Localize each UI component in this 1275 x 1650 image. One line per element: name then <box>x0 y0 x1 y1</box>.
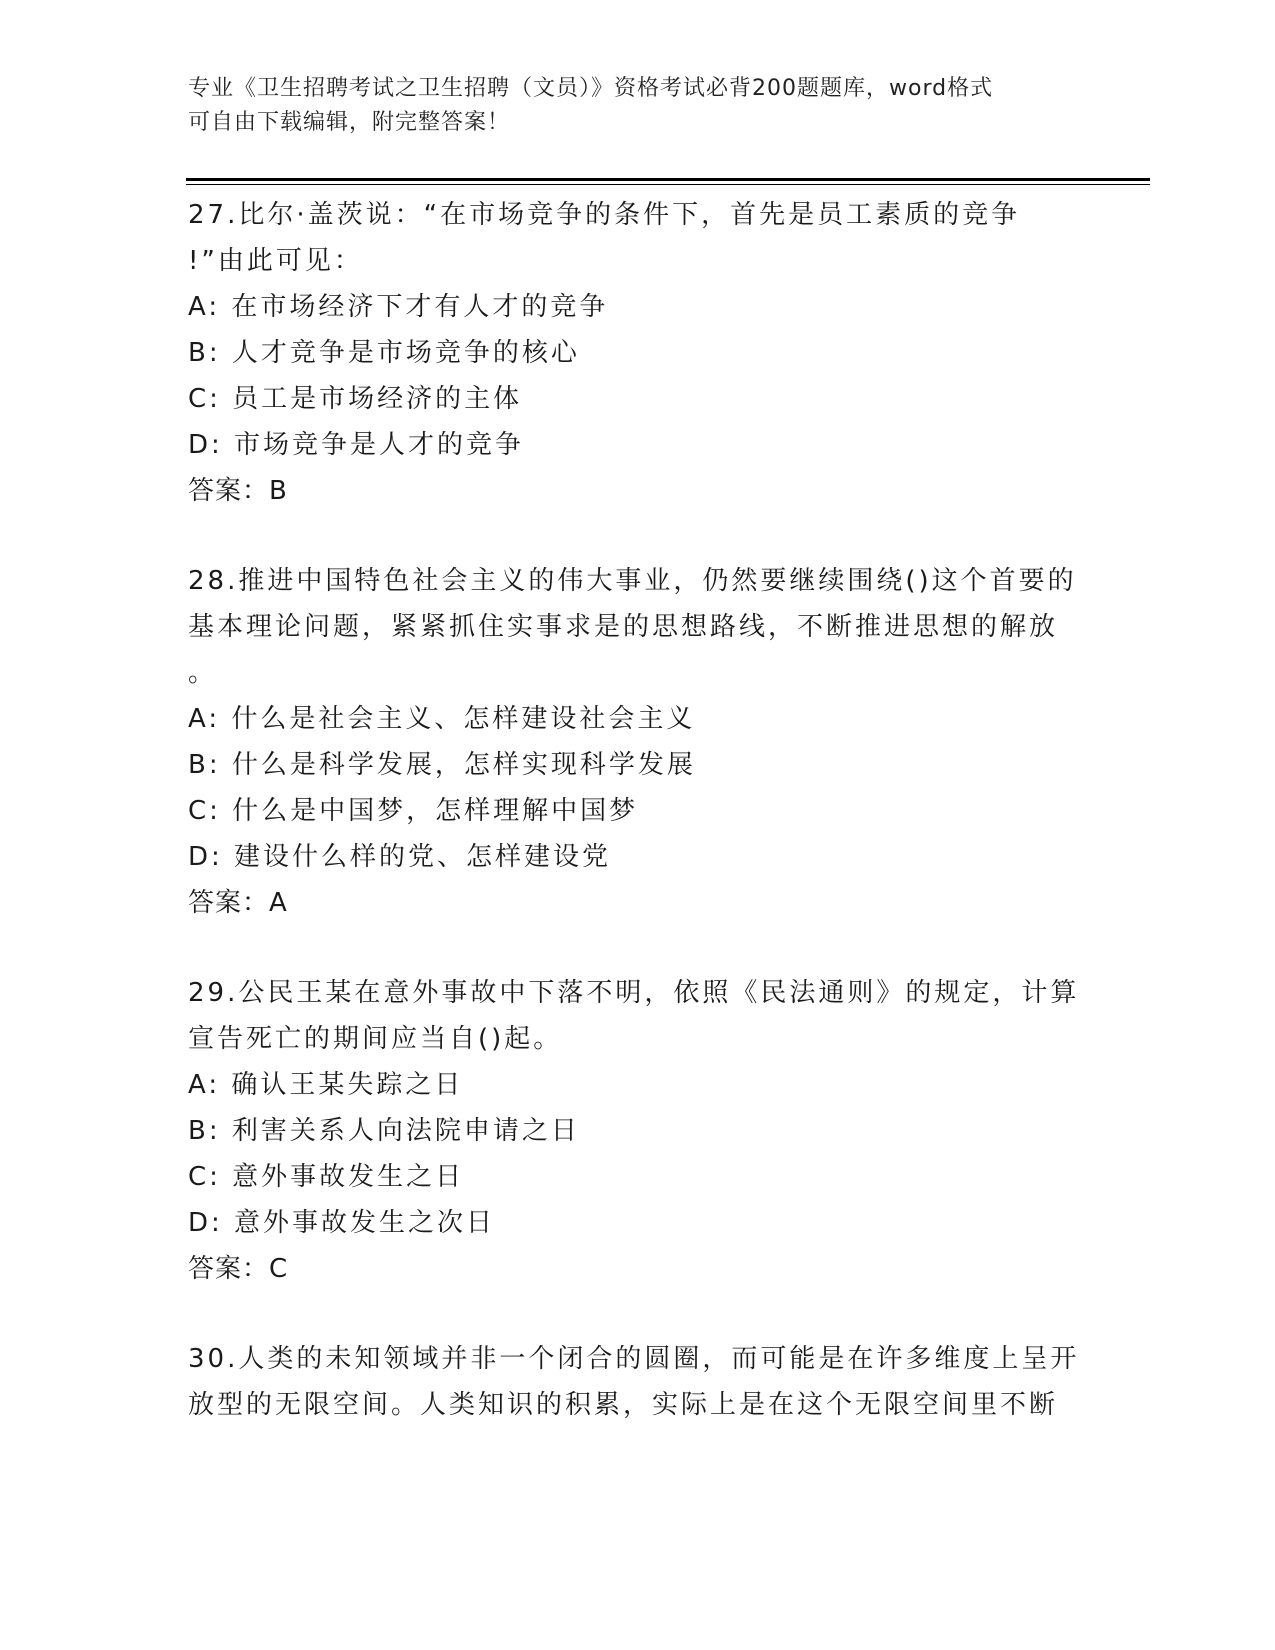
option-a: A: 确认王某失踪之日 <box>188 1070 464 1100</box>
question-stem-line: 放型的无限空间。人类知识的积累，实际上是在这个无限空间里不断 <box>188 1390 1059 1420</box>
question-stem-line: 27.比尔·盖茨说：“在市场竞争的条件下，首先是员工素质的竞争 <box>188 200 1021 230</box>
header-title-line-1: 专业《卫生招聘考试之卫生招聘（文员）》资格考试必背200题题库，word格式 <box>188 76 994 101</box>
question-29 <box>188 970 1088 1292</box>
question-30 <box>188 1336 1088 1428</box>
option-d: D: 意外事故发生之次日 <box>188 1208 496 1238</box>
option-b: B: 利害关系人向法院申请之日 <box>188 1116 580 1146</box>
answer-line: 答案：C <box>188 1254 289 1284</box>
document-header <box>188 72 1088 140</box>
question-stem-line: 30.人类的未知领域并非一个闭合的圆圈，而可能是在许多维度上呈开 <box>188 1344 1080 1374</box>
answer-line: 答案：A <box>188 888 288 918</box>
header-title-line-2: 可自由下载编辑，附完整答案！ <box>188 110 511 135</box>
question-spacer <box>188 926 1088 970</box>
question-28 <box>188 558 1088 926</box>
option-a: A: 什么是社会主义、怎样建设社会主义 <box>188 704 696 734</box>
question-stem-line: 基本理论问题，紧紧抓住实事求是的思想路线，不断推进思想的解放 <box>188 612 1059 642</box>
question-spacer <box>188 1292 1088 1336</box>
header-divider-thin <box>186 184 1150 185</box>
question-27 <box>188 192 1088 514</box>
option-b: B: 什么是科学发展，怎样实现科学发展 <box>188 750 696 780</box>
option-a: A: 在市场经济下才有人才的竞争 <box>188 292 609 322</box>
option-c: C: 什么是中国梦，怎样理解中国梦 <box>188 796 639 826</box>
question-stem-line: 29.公民王某在意外事故中下落不明，依照《民法通则》的规定，计算 <box>188 978 1080 1008</box>
question-stem-line: !”由此可见： <box>188 246 363 276</box>
question-spacer <box>188 514 1088 558</box>
question-stem-line: 28.推进中国特色社会主义的伟大事业，仍然要继续围绕()这个首要的 <box>188 566 1077 596</box>
option-d: D: 市场竞争是人才的竞争 <box>188 430 525 460</box>
header-divider-thick <box>186 178 1150 181</box>
question-stem-line: 。 <box>188 658 218 688</box>
option-b: B: 人才竞争是市场竞争的核心 <box>188 338 580 368</box>
question-list <box>188 192 1088 1428</box>
question-stem-line: 宣告死亡的期间应当自()起。 <box>188 1024 563 1054</box>
option-d: D: 建设什么样的党、怎样建设党 <box>188 842 612 872</box>
answer-line: 答案：B <box>188 476 288 506</box>
option-c: C: 意外事故发生之日 <box>188 1162 465 1192</box>
option-c: C: 员工是市场经济的主体 <box>188 384 523 414</box>
